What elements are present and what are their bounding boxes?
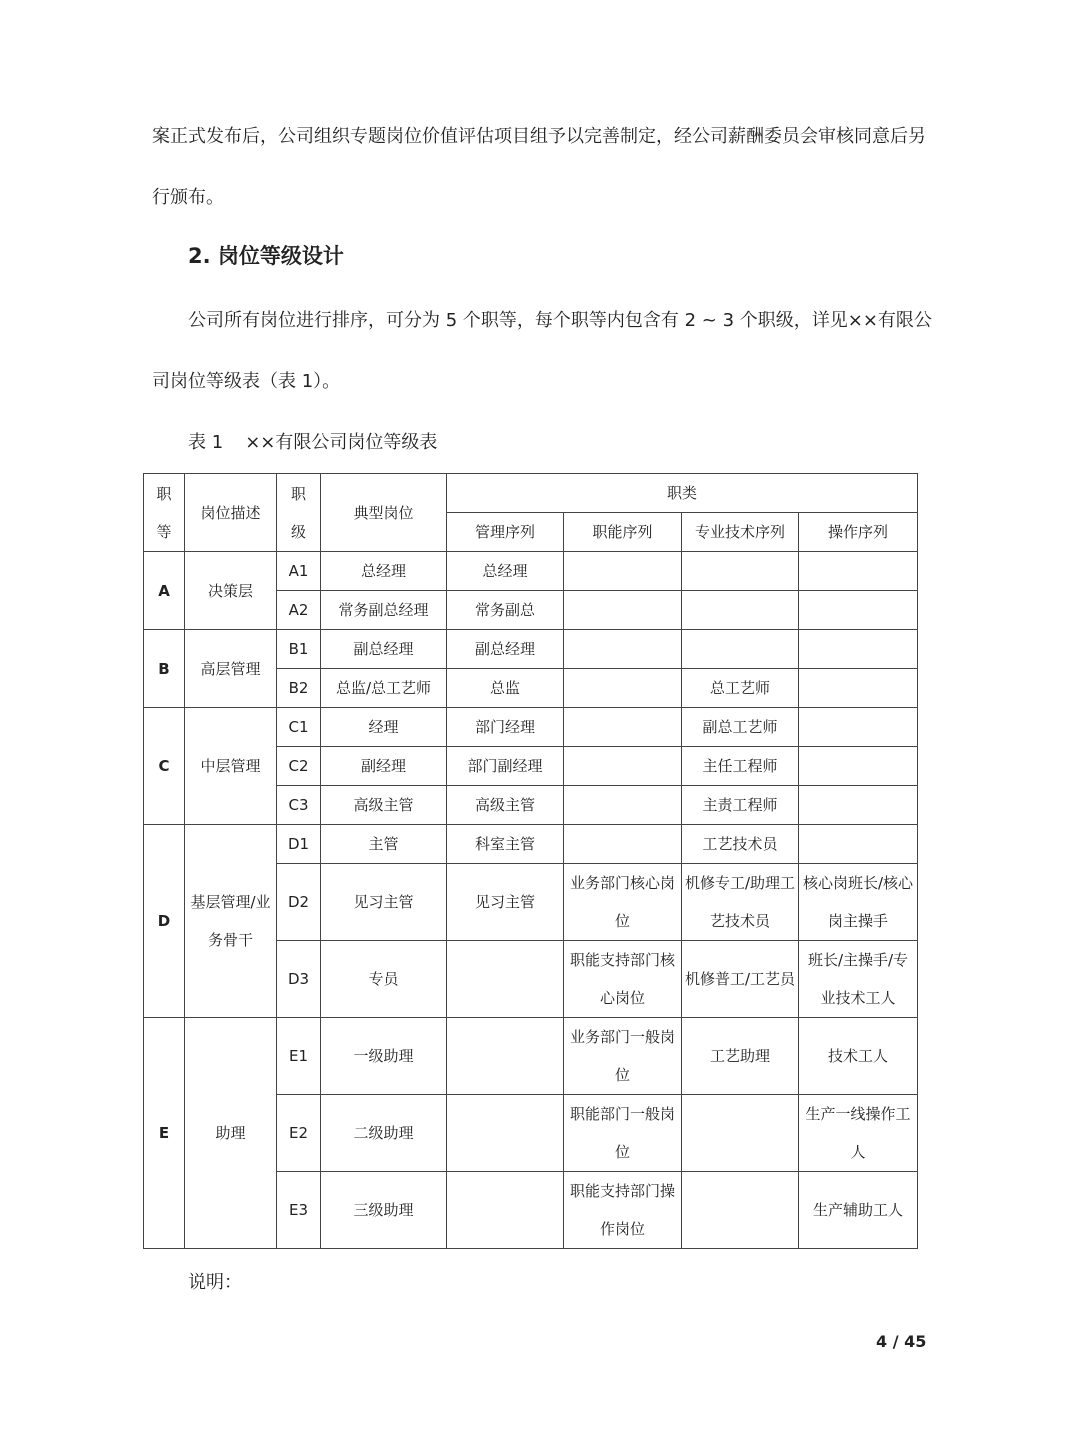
func-cell	[564, 552, 682, 591]
mgmt-cell: 见习主管	[447, 864, 564, 941]
typical-cell: 专员	[321, 941, 447, 1018]
level-cell: A1	[277, 552, 321, 591]
ops-cell	[799, 630, 918, 669]
mgmt-cell: 科室主管	[447, 825, 564, 864]
tech-cell: 副总工艺师	[682, 708, 799, 747]
ops-cell: 生产辅助工人	[799, 1172, 918, 1249]
intro-paragraph: 案正式发布后，公司组织专题岗位价值评估项目组予以完善制定，经公司薪酬委员会审核同意后另行颁布。	[152, 126, 926, 208]
tech-cell: 机修普工/工艺员	[682, 941, 799, 1018]
section-heading: 2. 岗位等级设计	[188, 244, 344, 268]
func-cell	[564, 747, 682, 786]
typical-cell: 一级助理	[321, 1018, 447, 1095]
table-row	[144, 630, 918, 669]
ops-cell: 核心岗班长/核心岗主操手	[799, 864, 918, 941]
func-cell: 职能部门一般岗位	[564, 1095, 682, 1172]
func-cell	[564, 825, 682, 864]
level-cell: C3	[277, 786, 321, 825]
tech-cell: 主任工程师	[682, 747, 799, 786]
tech-cell	[682, 552, 799, 591]
level-cell: C2	[277, 747, 321, 786]
grade-cell: B	[144, 630, 185, 708]
typical-cell: 二级助理	[321, 1095, 447, 1172]
ops-cell: 生产一线操作工人	[799, 1095, 918, 1172]
header-level-text: 职 级	[290, 484, 306, 541]
tech-cell	[682, 1095, 799, 1172]
grade-desc-cell: 基层管理/业务骨干	[185, 825, 277, 1018]
mgmt-cell	[447, 941, 564, 1018]
tech-cell	[682, 630, 799, 669]
header-mgmt: 管理序列	[447, 513, 564, 552]
func-cell: 职能支持部门操作岗位	[564, 1172, 682, 1249]
position-grade-table	[143, 473, 918, 1249]
tech-cell	[682, 1172, 799, 1249]
ops-cell	[799, 786, 918, 825]
level-cell: A2	[277, 591, 321, 630]
table-caption-label: 表 1	[188, 432, 224, 453]
func-cell: 职能支持部门核心岗位	[564, 941, 682, 1018]
level-cell: B2	[277, 669, 321, 708]
table-caption	[188, 428, 437, 454]
ops-cell	[799, 591, 918, 630]
ops-cell	[799, 708, 918, 747]
typical-cell: 常务副总经理	[321, 591, 447, 630]
func-cell	[564, 708, 682, 747]
table-caption-title: ××有限公司岗位等级表	[245, 432, 438, 453]
header-grade	[144, 474, 185, 552]
header-desc: 岗位描述	[185, 474, 277, 552]
ops-cell	[799, 825, 918, 864]
mgmt-cell	[447, 1095, 564, 1172]
func-cell: 业务部门一般岗位	[564, 1018, 682, 1095]
ops-cell: 技术工人	[799, 1018, 918, 1095]
func-cell	[564, 669, 682, 708]
grade-desc-cell: 高层管理	[185, 630, 277, 708]
tech-cell: 工艺助理	[682, 1018, 799, 1095]
note-label: 说明：	[188, 1272, 242, 1293]
mgmt-cell: 常务副总	[447, 591, 564, 630]
grade-desc-cell: 中层管理	[185, 708, 277, 825]
mgmt-cell: 总监	[447, 669, 564, 708]
typical-cell: 高级主管	[321, 786, 447, 825]
ops-cell	[799, 669, 918, 708]
tech-cell	[682, 591, 799, 630]
ops-cell	[799, 747, 918, 786]
typical-cell: 副经理	[321, 747, 447, 786]
level-cell: E3	[277, 1172, 321, 1249]
typical-cell: 副总经理	[321, 630, 447, 669]
mgmt-cell: 部门经理	[447, 708, 564, 747]
level-cell: B1	[277, 630, 321, 669]
mgmt-cell: 副总经理	[447, 630, 564, 669]
grade-cell: D	[144, 825, 185, 1018]
grade-paragraph: 公司所有岗位进行排序，可分为 5 个职等，每个职等内包含有 2 ~ 3 个职级，详见××有限公司岗位等级表（表 1）。	[152, 310, 932, 392]
grade-desc-cell: 决策层	[185, 552, 277, 630]
table-row	[144, 708, 918, 747]
header-tech: 专业技术序列	[682, 513, 799, 552]
grade-desc-cell: 助理	[185, 1018, 277, 1249]
mgmt-cell: 高级主管	[447, 786, 564, 825]
header-grade-text: 职 等	[156, 484, 172, 541]
typical-cell: 见习主管	[321, 864, 447, 941]
mgmt-cell: 总经理	[447, 552, 564, 591]
level-cell: D2	[277, 864, 321, 941]
header-typical: 典型岗位	[321, 474, 447, 552]
func-cell: 业务部门核心岗位	[564, 864, 682, 941]
typical-cell: 三级助理	[321, 1172, 447, 1249]
level-cell: D3	[277, 941, 321, 1018]
ops-cell	[799, 552, 918, 591]
grade-cell: A	[144, 552, 185, 630]
table-row	[144, 1018, 918, 1095]
typical-cell: 主管	[321, 825, 447, 864]
func-cell	[564, 630, 682, 669]
page-number: 4 / 45	[876, 1332, 927, 1351]
grade-cell: E	[144, 1018, 185, 1249]
level-cell: E1	[277, 1018, 321, 1095]
func-cell	[564, 786, 682, 825]
tech-cell: 主责工程师	[682, 786, 799, 825]
header-func: 职能序列	[564, 513, 682, 552]
tech-cell: 工艺技术员	[682, 825, 799, 864]
header-ops: 操作序列	[799, 513, 918, 552]
level-cell: E2	[277, 1095, 321, 1172]
typical-cell: 总监/总工艺师	[321, 669, 447, 708]
mgmt-cell: 部门副经理	[447, 747, 564, 786]
tech-cell: 总工艺师	[682, 669, 799, 708]
func-cell	[564, 591, 682, 630]
ops-cell: 班长/主操手/专业技术工人	[799, 941, 918, 1018]
level-cell: D1	[277, 825, 321, 864]
table-row	[144, 825, 918, 864]
header-level	[277, 474, 321, 552]
typical-cell: 经理	[321, 708, 447, 747]
mgmt-cell	[447, 1018, 564, 1095]
mgmt-cell	[447, 1172, 564, 1249]
grade-cell: C	[144, 708, 185, 825]
table-row	[144, 552, 918, 591]
level-cell: C1	[277, 708, 321, 747]
header-category: 职类	[447, 474, 918, 513]
typical-cell: 总经理	[321, 552, 447, 591]
tech-cell: 机修专工/助理工艺技术员	[682, 864, 799, 941]
